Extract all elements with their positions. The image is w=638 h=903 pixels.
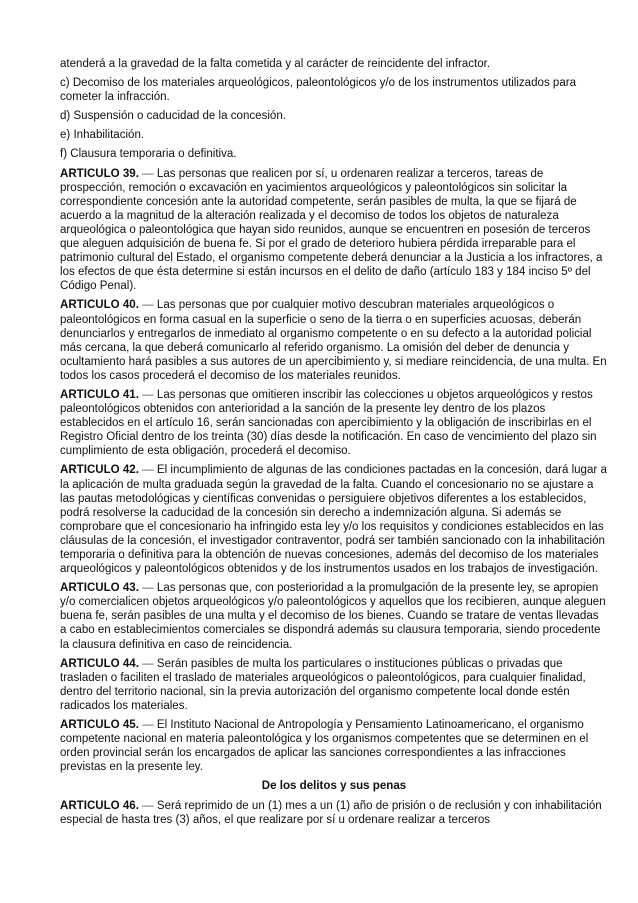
article-41-title: ARTICULO 41. bbox=[60, 388, 139, 401]
section-heading: De los delitos y sus penas bbox=[261, 780, 407, 793]
article-39-title: ARTICULO 39. bbox=[60, 167, 139, 180]
article-42-title: ARTICULO 42. bbox=[60, 464, 139, 477]
article-39 bbox=[60, 167, 608, 294]
article-46 bbox=[60, 799, 608, 827]
article-41 bbox=[60, 388, 608, 458]
article-45 bbox=[60, 718, 608, 774]
article-45-title: ARTICULO 45. bbox=[60, 719, 139, 732]
article-42-text: El incumplimiento de algunas de las condiciones pactadas en la concesión, dará lugar a la aplicación de multa graduada según la gravedad de la falta. Cuando el concesionario no se ajustare a las pautas metodológicas y científicas convenidas o persiguiere objetivos diferentes a los establecidos, podrá resolverse la caducidad de la concesión sin derecho a indemnización alguna. Si además se comprobare que el concesionario ha infringido esta ley y/o los requisitos y condiciones establecidos en las cláusulas de la concesión, el investigador contraventor, podrá ser también sancionado con la inhabilitación temporaria o definitiva para la obtención de nuevas concesiones, además del decomiso de los materiales arqueológicos y paleontológicos obtenidos y de los instrumentos usados en los trabajos de investigación. bbox=[60, 464, 607, 576]
article-41-text: Las personas que omitieren inscribir las colecciones u objetos arqueológicos y restos paleontológicos obtenidos con anterioridad a la sanción de la presente ley dentro de los plazos establecidos en el artículo 16, serán sancionadas con apercibimiento y la obligación de inscribirlas en el Registro Oficial dentro de los treinta (30) días desde la notificación. En caso de vencimiento del plazo sin cumplimiento de esta obligación, procederá el decomiso. bbox=[60, 388, 597, 458]
article-44 bbox=[60, 657, 608, 713]
article-44-text: Serán pasibles de multa los particulares o instituciones públicas o privadas que trasladen o faciliten el traslado de materiales arqueológicos o paleontológicos, para cualquier finalidad, dentro del territorio nacional, sin la previa autorización del organismo competente local donde estén radicados los materiales. bbox=[60, 657, 586, 712]
article-43-dash: — bbox=[142, 582, 154, 595]
sanction-item-e: e) Inhabilitación. bbox=[60, 129, 145, 142]
article-43-title: ARTICULO 43. bbox=[60, 582, 139, 595]
article-42-dash: — bbox=[142, 464, 154, 477]
sanction-item-c: c) Decomiso de los materiales arqueológicos, paleontológicos y/o de los instrumentos utilizados para cometer la infracción. bbox=[60, 77, 577, 104]
article-40 bbox=[60, 298, 608, 383]
article-40-title: ARTICULO 40. bbox=[60, 299, 139, 312]
sanction-item-d: d) Suspensión o caducidad de la concesión. bbox=[60, 110, 286, 123]
article-45-dash: — bbox=[142, 719, 154, 732]
article-46-title: ARTICULO 46. bbox=[60, 799, 139, 812]
article-40-text: Las personas que por cualquier motivo descubran materiales arqueológicos o paleontológicos en forma casual en la superficie o seno de la tierra o en superficies acuosas, deberán denunciarlos y entregarlos de inmediato al organismo competente o en su defecto a la autoridad policial más cercana, la que deberá comunicarlo al referido organismo. La omisión del deber de denuncia y ocultamiento hará pasibles a sus autores de un apercibimiento y, si mediare reincidencia, de una multa. En todos los casos procederá el decomiso de los materiales reunidos. bbox=[60, 299, 607, 382]
article-46-text: Será reprimido de un (1) mes a un (1) año de prisión o de reclusión y con inhabilitación especial de hasta tres (3) años, el que realizare por sí u ordenare realizar a terceros bbox=[60, 799, 602, 826]
article-44-dash: — bbox=[142, 657, 154, 670]
article-41-dash: — bbox=[142, 388, 154, 401]
article-43 bbox=[60, 581, 608, 651]
article-43-text: Las personas que, con posterioridad a la promulgación de la presente ley, se apropien y/o comercialicen objetos arqueológicos y/o paleontológicos y aquellos que los recibieren, aunque aleguen buena fe, serán pasibles de una multa y el decomiso de los bienes. Cuando se tratare de ventas llevadas a cabo en establecimientos comerciales se dispondrá además su clausura temporaria, siendo procedente la clausura definitiva en caso de reincidencia. bbox=[60, 582, 606, 651]
article-44-title: ARTICULO 44. bbox=[60, 657, 139, 670]
article-39-dash: — bbox=[142, 167, 154, 180]
article-42 bbox=[60, 463, 608, 576]
article-39-text: Las personas que realicen por sí, u ordenaren realizar a terceros, tareas de prospección, remoción o excavación en yacimientos arqueológicos y paleontológicos sin solicitar la correspondiente concesión ante la autoridad competente, serán pasibles de multa, la que se fijará de acuerdo a la magnitud de la alteración realizada y el decomiso de todos los objetos de naturaleza arqueológica o paleontológica que hayan sido reunidos, aunque se encuentren en posesión de terceros que aleguen adquisición de buena fe. Si por el grado de deterioro hubiera pérdida irreparable para el patrimonio cultural del Estado, el organismo competente deberá denunciar a la Justicia a los infractores, a los efectos de que ésta determine si están incursos en el delito de daño (artículo 183 y 184 inciso 5º del Código Penal). bbox=[60, 167, 603, 293]
article-40-dash: — bbox=[142, 299, 154, 312]
article-45-text: El Instituto Nacional de Antropología y Pensamiento Latinoamericano, el organismo competente nacional en materia paleontológica y los organismos competentes que se determinen en el orden provincial serán los encargados de aplicar las sanciones correspondientes a las infracciones previstas en la presente ley. bbox=[60, 719, 589, 774]
sanction-item-f: f) Clausura temporaria o definitiva. bbox=[60, 148, 237, 161]
intro-line-continuation: atenderá a la gravedad de la falta cometida y al carácter de reincidente del infractor. bbox=[60, 58, 491, 70]
article-46-dash: — bbox=[142, 799, 154, 812]
